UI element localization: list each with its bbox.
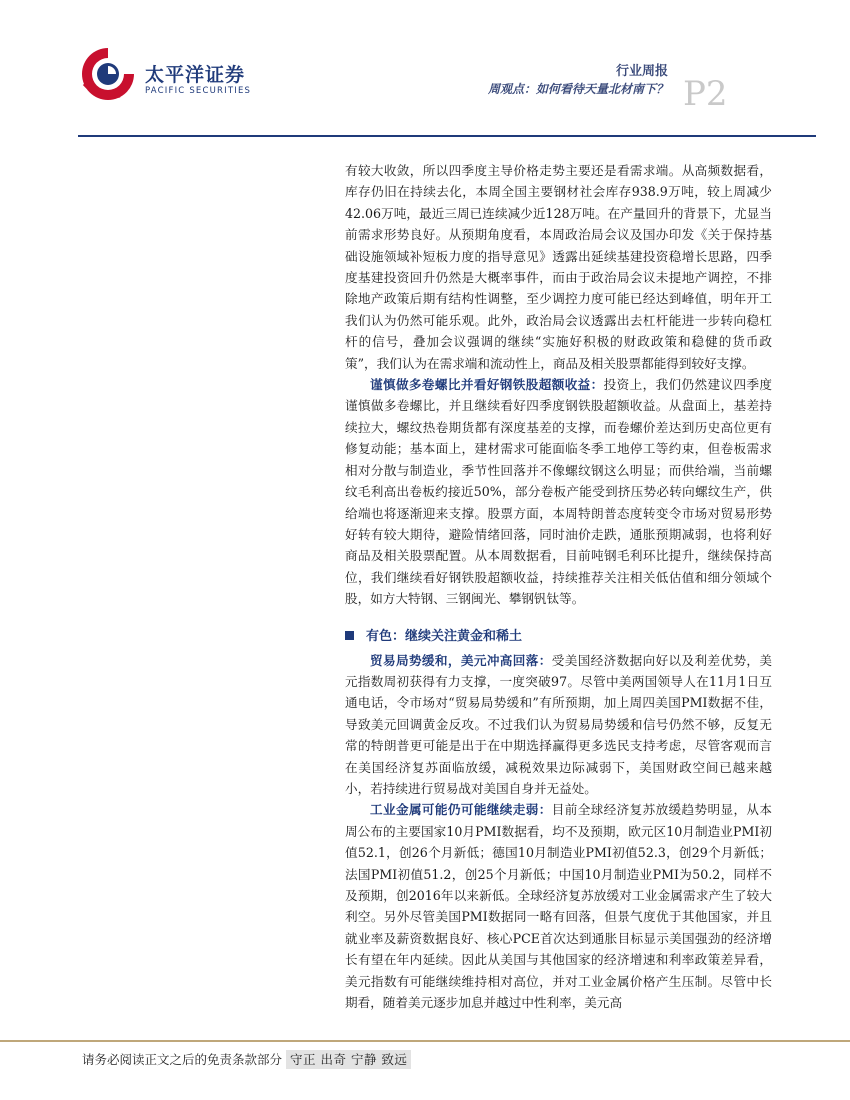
- footer-divider: [0, 1040, 850, 1042]
- paragraph-text: 投资上，我们仍然建议四季度谨慎做多卷螺比，并且继续看好四季度钢铁股超额收益。从盘面上，基差持续拉大，螺纹热卷期货都有深度基差的支撑，而卷螺价差达到历史高位更有修复动能；基本面上，建材需求可能面临冬季工地停工等约束，但卷板需求相对分散与制造业，季节性回落并不像螺纹钢这么明显；而供给端，当前螺纹毛利高出卷板约接近50%，部分卷板产能受到挤压势必转向螺纹生产，供给端也将逐渐迎来支撑。股票方面，本周特朗普态度转变令市场对贸易形势好转有较大期待，避险情绪回落，同时油价走跌，通胀预期减弱，也将利好商品及相关股票配置。从本周数据看，目前吨钢毛利环比提升，继续保持高位，我们继续看好钢铁股超额收益，持续推荐关注相关低估值和细分领域个股，如方大特钢、三钢闽光、攀钢钒钛等。: [345, 377, 773, 607]
- paragraph-steel-strategy: [345, 374, 772, 609]
- header-divider: [78, 135, 816, 137]
- brand-name-en: PACIFIC SECURITIES: [145, 86, 252, 96]
- page-number: P2: [683, 74, 728, 114]
- paragraph-text: 受美国经济数据向好以及利差优势，美元指数周初获得有力支撑，一度突破97。尽管中美两国领导人在11月1日互通电话，令市场对“贸易局势缓和”有所预期，加上周四美国PMI数据不佳，导致美元回调黄金反攻。不过我们认为贸易局势缓和信号仍然不够，反复无常的特朗普更可能是出于在中期选择赢得更多选民支持考虑，尽管客观而言在美国经济复苏面临放缓，减税效果边际减弱下，美国财政空间已越来越小，若持续进行贸易战对美国自身并无益处。: [345, 652, 773, 796]
- report-title: 周观点：如何看待天量北材南下？: [487, 82, 668, 96]
- paragraph-lead: 谨慎做多卷螺比并看好钢铁股超额收益：: [370, 377, 604, 393]
- report-type: 行业周报: [615, 64, 668, 79]
- paragraph-industrial-metals: [345, 799, 772, 1013]
- page-footer: [82, 1050, 411, 1068]
- page-header: [0, 0, 850, 140]
- section-title: 有色：继续关注黄金和稀土: [366, 628, 523, 644]
- paragraph-demand: 有较大收敛，所以四季度主导价格走势主要还是看需求端。从高频数据看，库存仍旧在持续去化，本周全国主要钢材社会库存938.9万吨，较上周减少42.06万吨，最近三周已连续减少近128万吨。在产量回升的背景下，尤显当前需求形势良好。从预期角度看，本周政治局会议及国办印发《关于保持基础设施领域补短板力度的指导意见》透露出延续基建投资稳增长思路，四季度基建投资回升仍然是大概率事件，而由于政治局会议未提地产调控，不排除地产政策后期有结构性调整，至少调控力度可能已经达到峰值，明年开工我们认为仍然可能乐观。此外，政治局会议透露出去杠杆能进一步转向稳杠杆的信号，叠加会议强调的继续“实施好积极的财政政策和稳健的货币政策”，我们认为在需求端和流动性上，商品及相关股票都能得到较好支撑。: [345, 163, 772, 371]
- company-motto: 守正 出奇 宁静 致远: [286, 1050, 411, 1069]
- paragraph-lead: 工业金属可能仍可能继续走弱：: [370, 802, 552, 818]
- brand-name-cn: 太平洋证券: [145, 64, 246, 86]
- paragraph-trade: [345, 650, 772, 800]
- pacific-securities-logo-icon: [78, 44, 138, 104]
- paragraph-text: 目前全球经济复苏放缓趋势明显，从本周公布的主要国家10月PMI数据看，均不及预期，欧元区10月制造业PMI初值52.1，创26个月新低；德国10月制造业PMI初值52.3，创29个月新低；法国PMI初值51.2，创25个月新低；中国10月制造业PMI为50.2，同样不及预期，创2016年以来新低。全球经济复苏放缓对工业金属需求产生了较大利空。另外尽管美国PMI数据同一略有回落，但景气度优于其他国家，并且就业率及薪资数据良好、核心PCE首次达到通胀目标显示美国强劲的经济增长有望在年内延续。因此从美国与其他国家的经济增速和利率政策差异看，美元指数有可能继续维持相对高位，并对工业金属价格产生压制。尽管中长期看，随着美元逐步加息并越过中性利率，美元高: [345, 802, 773, 1011]
- paragraph-lead: 贸易局势缓和，美元冲高回落：: [370, 652, 552, 668]
- disclaimer-note: 请务必阅读正文之后的免责条款部分: [82, 1052, 283, 1067]
- report-body: [345, 160, 772, 1013]
- section-heading: [345, 626, 772, 648]
- square-bullet-icon: [345, 631, 354, 640]
